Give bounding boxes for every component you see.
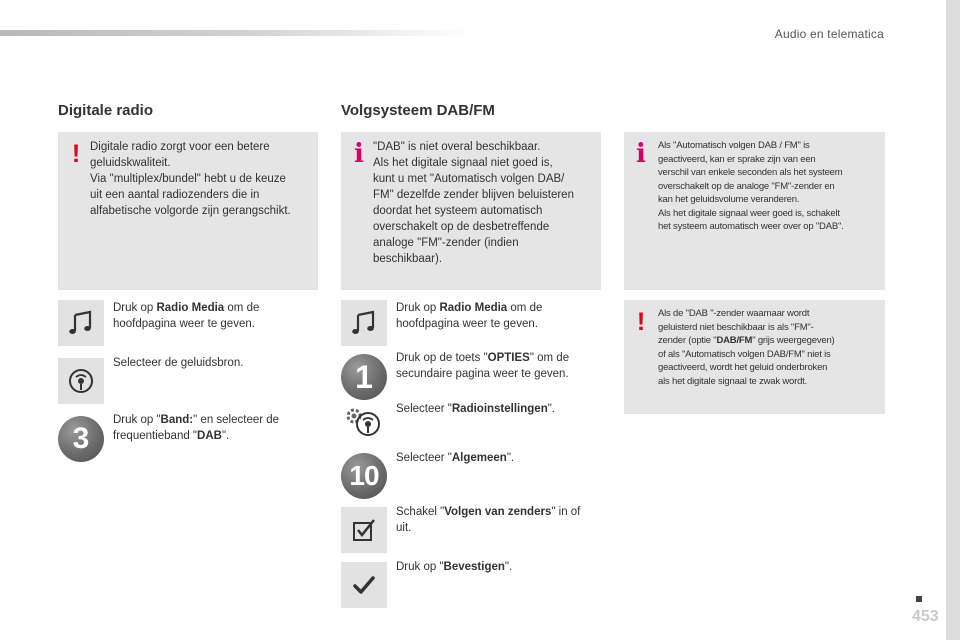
left-step-1: Druk op Radio Media om de hoofdpagina weer te geven. <box>113 302 260 330</box>
dab-unavailable-warning-text: Als de "DAB "-zender waarnaar wordt geluisterd niet beschikbaar is als "FM"- zender (optie "DAB/FM" grijs weergegeven) of als "Automatisch volgen DAB/FM" niet is geactiveerd, wordt het geluid onderbroken als het digitale signaal te zwak wordt. <box>658 308 835 387</box>
info-icon: i <box>354 139 364 169</box>
page-number: 453 <box>912 608 939 625</box>
auto-follow-info-text: Als "Automatisch volgen DAB / FM" is geactiveerd, kan er sprake zijn van een verschil van enkele seconden als het systeem overschakelt op de analoge "FM"-zender en kan het geluidsvolume veranderen. Als het digitale signaal weer goed is, schakelt het systeem automatisch weer over op "DAB". <box>658 140 844 232</box>
dab-fm-info-text: "DAB" is niet overal beschikbaar. Als het digitale signaal niet goed is, kunt u met "Automatisch volgen DAB/ FM" dezelfde zender blijven beluisteren doordat het systeem automatisch overschakelt op de desbetreffende analoge "FM"-zender (indien beschikbaar). <box>373 141 574 265</box>
dab-unavailable-warning-box <box>624 300 885 414</box>
page-marker-dot <box>916 596 922 602</box>
mid-step-4: Selecteer "Algemeen". <box>396 452 515 464</box>
checkmark-icon-tile <box>341 562 387 608</box>
mid-step-1: Druk op Radio Media om de hoofdpagina weer te geven. <box>396 302 543 330</box>
music-note-icon <box>66 308 96 338</box>
mid-step-6: Druk op "Bevestigen". <box>396 561 513 573</box>
digital-radio-title: Digitale radio <box>58 102 154 119</box>
digital-radio-note-text: Digitale radio zorgt voor een betere geluidskwaliteit. Via "multiplex/bundel" hebt u de keuze uit een aantal radiozenders die in alfabetische volgorde zijn gerangschikt. <box>90 141 291 217</box>
step-number-three-badge: 3 <box>58 416 104 462</box>
dab-fm-info-box <box>341 132 601 290</box>
warning-icon: ! <box>636 308 646 336</box>
radio-source-icon <box>65 365 97 397</box>
mid-step-2: Druk op de toets "OPTIES" om de secundaire pagina weer te geven. <box>396 352 570 380</box>
music-note-icon-tile <box>341 300 387 346</box>
checkmark-icon <box>350 571 378 599</box>
checkbox-icon-tile <box>341 507 387 553</box>
music-note-icon-tile <box>58 300 104 346</box>
dab-fm-title: Volgsysteem DAB/FM <box>341 102 495 119</box>
step-number-ten-badge: 10 <box>341 453 387 499</box>
radio-source-icon-tile <box>58 358 104 404</box>
info-icon: i <box>636 139 646 169</box>
step-number-one-badge: 1 <box>341 354 387 400</box>
music-note-icon <box>349 308 379 338</box>
page-edge-strip <box>946 0 960 640</box>
gear-radio-icon-tile <box>341 402 387 442</box>
header-bar <box>0 30 470 36</box>
left-step-3: Druk op "Band:" en selecteer de frequentieband "DAB". <box>113 414 280 442</box>
digital-radio-note-box <box>58 132 318 290</box>
section-header-title: Audio en telematica <box>774 27 884 41</box>
mid-step-5: Schakel "Volgen van zenders" in of uit. <box>396 506 581 534</box>
warning-icon: ! <box>71 140 81 168</box>
checkbox-icon <box>349 515 379 545</box>
gear-radio-icon <box>341 402 387 442</box>
auto-follow-info-box <box>624 132 885 290</box>
mid-step-3: Selecteer "Radioinstellingen". <box>396 403 555 415</box>
left-step-2: Selecteer de geluidsbron. <box>113 357 244 369</box>
